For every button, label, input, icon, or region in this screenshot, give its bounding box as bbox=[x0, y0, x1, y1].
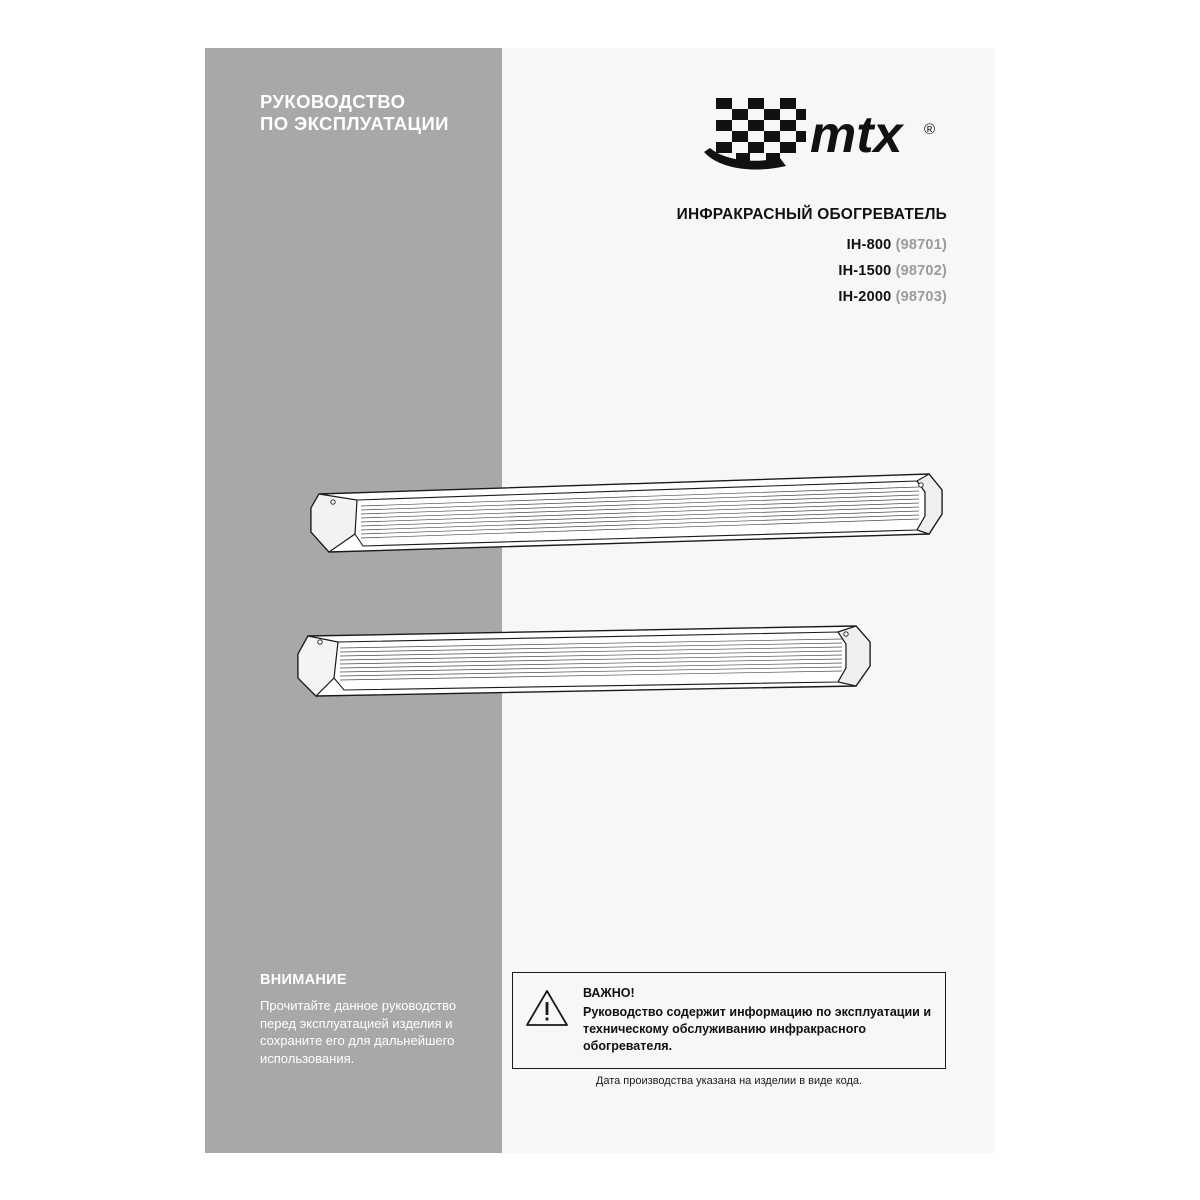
important-text: Руководство содержит информацию по эксплуатации и техническому обслуживанию инфракрасного обогревателя. bbox=[583, 1005, 932, 1053]
infrared-heater-front-icon bbox=[290, 620, 880, 710]
model-name: IH-1500 bbox=[838, 263, 892, 279]
svg-text:mtx: mtx bbox=[810, 106, 903, 164]
attention-text: Прочитайте данное руководство перед эксплуатацией изделия и сохраните его для дальнейшего использования. bbox=[260, 998, 457, 1066]
product-info bbox=[677, 206, 947, 315]
production-date-note: Дата производства указана на изделии в виде кода. bbox=[595, 1075, 863, 1087]
model-name: IH-800 bbox=[846, 237, 892, 253]
model-code: (98703) bbox=[895, 289, 947, 305]
model-row bbox=[677, 289, 947, 305]
svg-text:®: ® bbox=[924, 121, 936, 138]
manual-label bbox=[260, 91, 500, 135]
model-name: IH-2000 bbox=[838, 289, 892, 305]
attention-title: ВНИМАНИЕ bbox=[260, 972, 347, 988]
model-row bbox=[677, 237, 947, 253]
infrared-heater-perspective-icon bbox=[305, 468, 945, 558]
manual-label-line1: РУКОВОДСТВО bbox=[260, 91, 406, 112]
model-code: (98702) bbox=[895, 263, 947, 279]
important-notice-box bbox=[512, 972, 946, 1069]
model-code: (98701) bbox=[895, 237, 947, 253]
model-row bbox=[677, 263, 947, 279]
manual-cover-page bbox=[205, 48, 995, 1153]
warning-triangle-icon bbox=[525, 988, 569, 1033]
manual-label-line2: ПО ЭКСПЛУАТАЦИИ bbox=[260, 113, 449, 134]
product-heading: ИНФРАКРАСНЫЙ ОБОГРЕВАТЕЛЬ bbox=[676, 206, 947, 223]
mtx-logo bbox=[700, 90, 955, 178]
attention-block bbox=[260, 972, 465, 1067]
important-title: ВАЖНО! bbox=[583, 986, 635, 1000]
